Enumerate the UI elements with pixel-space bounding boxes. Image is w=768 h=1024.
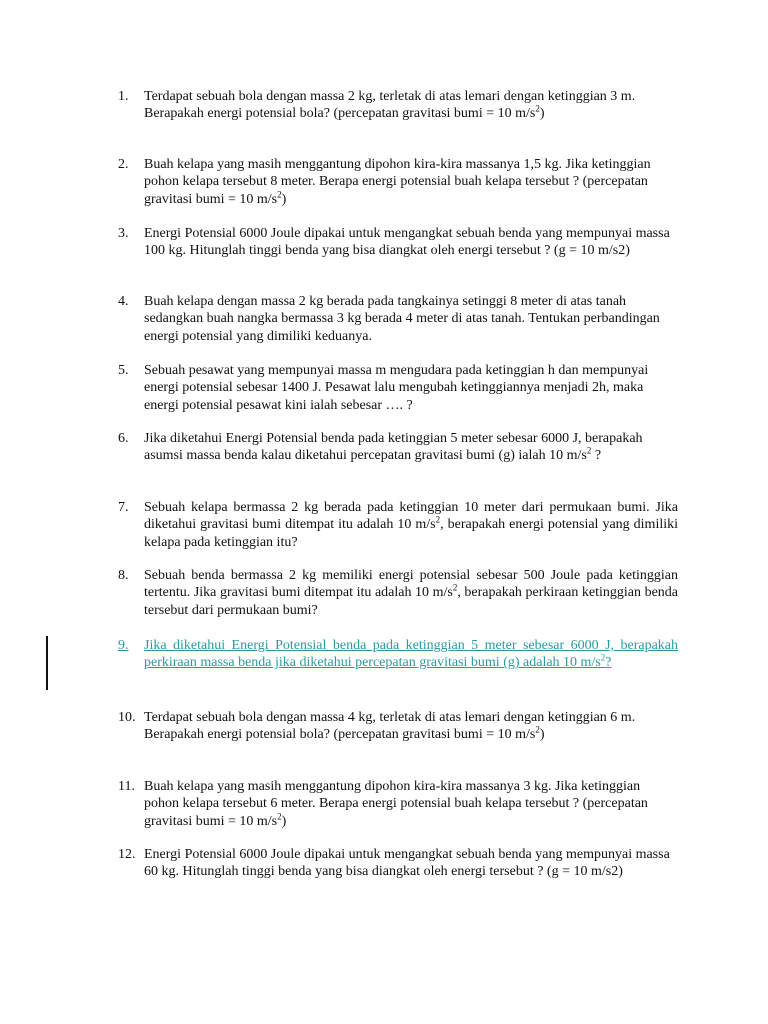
question-number: 11.	[118, 779, 135, 794]
question-number: 1.	[118, 89, 129, 104]
question-number: 5.	[118, 363, 129, 378]
question-item	[118, 846, 678, 881]
question-item	[118, 156, 678, 208]
question-text: Terdapat sebuah bola dengan massa 2 kg, terletak di atas lemari dengan ketinggian 3 m. Berapakah energi potensial bola? (percepatan gravitasi bumi = 10 $m/s^2$)	[144, 89, 636, 122]
question-number: 10.	[118, 710, 136, 725]
question-number: 12.	[118, 847, 136, 862]
question-number: 6.	[118, 431, 129, 446]
question-item	[118, 362, 678, 414]
question-item	[118, 225, 678, 260]
question-item	[118, 88, 678, 123]
question-number: 2.	[118, 157, 129, 172]
question-number: 8.	[118, 568, 129, 583]
question-text: Jika diketahui Energi Potensial benda pada ketinggian 5 meter sebesar 6000 J, berapakah asumsi massa benda kalau diketahui percepatan gravitasi bumi (g) ialah 10 $m/s^2$ ?	[144, 431, 643, 464]
question-text: Jika diketahui Energi Potensial benda pada ketinggian 5 meter sebesar 6000 J, berapakah perkiraan massa benda jika diketahui percepatan gravitasi bumi (g) adalah 10 $m/s^2$?	[144, 638, 678, 671]
question-text: Energi Potensial 6000 Joule dipakai untuk mengangkat sebuah benda yang mempunyai massa 60 kg. Hitunglah tinggi benda yang bisa diangkat oleh energi tersebut ? (g = 10 m/s2)	[144, 847, 670, 880]
question-item	[118, 499, 678, 551]
revision-change-bar	[46, 636, 48, 690]
question-text: Sebuah pesawat yang mempunyai massa m mengudara pada ketinggian h dan mempunyai energi potensial sebesar 1400 J. Pesawat lalu mengubah ketinggiannya menjadi 2h, maka energi potensial pesawat kini ialah sebesar …. ?	[144, 363, 649, 413]
question-text: Buah kelapa yang masih menggantung dipohon kira-kira massanya 3 kg. Jika ketinggian pohon kelapa tersebut 6 meter. Berapa energi potensial buah kelapa tersebut ? (percepatan gravitasi bumi = 10 $m/s^2$)	[144, 779, 648, 829]
question-item-tracked-change	[118, 637, 678, 672]
question-item	[118, 567, 678, 619]
question-text: Buah kelapa dengan massa 2 kg berada pada tangkainya setinggi 8 meter di atas tanah sedangkan buah nangka bermassa 3 kg berada 4 meter di atas tanah. Tentukan perbandingan energi potensial yang dimiliki keduanya.	[144, 294, 660, 344]
question-text: Energi Potensial 6000 Joule dipakai untuk mengangkat sebuah benda yang mempunyai massa 100 kg. Hitunglah tinggi benda yang bisa diangkat oleh energi tersebut ? (g = 10 m/s2)	[144, 226, 670, 259]
question-text: Terdapat sebuah bola dengan massa 4 kg, terletak di atas lemari dengan ketinggian 6 m. Berapakah energi potensial bola? (percepatan gravitasi bumi = 10 $m/s^2$)	[144, 710, 636, 743]
question-number: 9.	[118, 638, 129, 653]
question-item	[118, 709, 678, 744]
question-item	[118, 430, 678, 465]
question-item	[118, 778, 678, 830]
question-text: Sebuah benda bermassa 2 kg memiliki energi potensial sebesar 500 Joule pada ketinggian tertentu. Jika gravitasi bumi ditempat itu adalah 10 $m/s^2$, berapakah perkiraan ketinggian benda tersebut dari permukaan bumi?	[144, 568, 678, 618]
question-text: Sebuah kelapa bermassa 2 kg berada pada ketinggian 10 meter dari permukaan bumi. Jika diketahui gravitasi bumi ditempat itu adalah 10 $m/s^2$, berapakah energi potensial yang dimiliki kelapa pada ketinggian itu?	[144, 500, 679, 550]
question-number: 7.	[118, 500, 129, 515]
question-number: 4.	[118, 294, 129, 309]
question-text: Buah kelapa yang masih menggantung dipohon kira-kira massanya 1,5 kg. Jika ketinggian pohon kelapa tersebut 8 meter. Berapa energi potensial buah kelapa tersebut ? (percepatan gravitasi bumi = 10 $m/s^2$)	[144, 157, 651, 207]
question-number: 3.	[118, 226, 129, 241]
question-item	[118, 293, 678, 345]
